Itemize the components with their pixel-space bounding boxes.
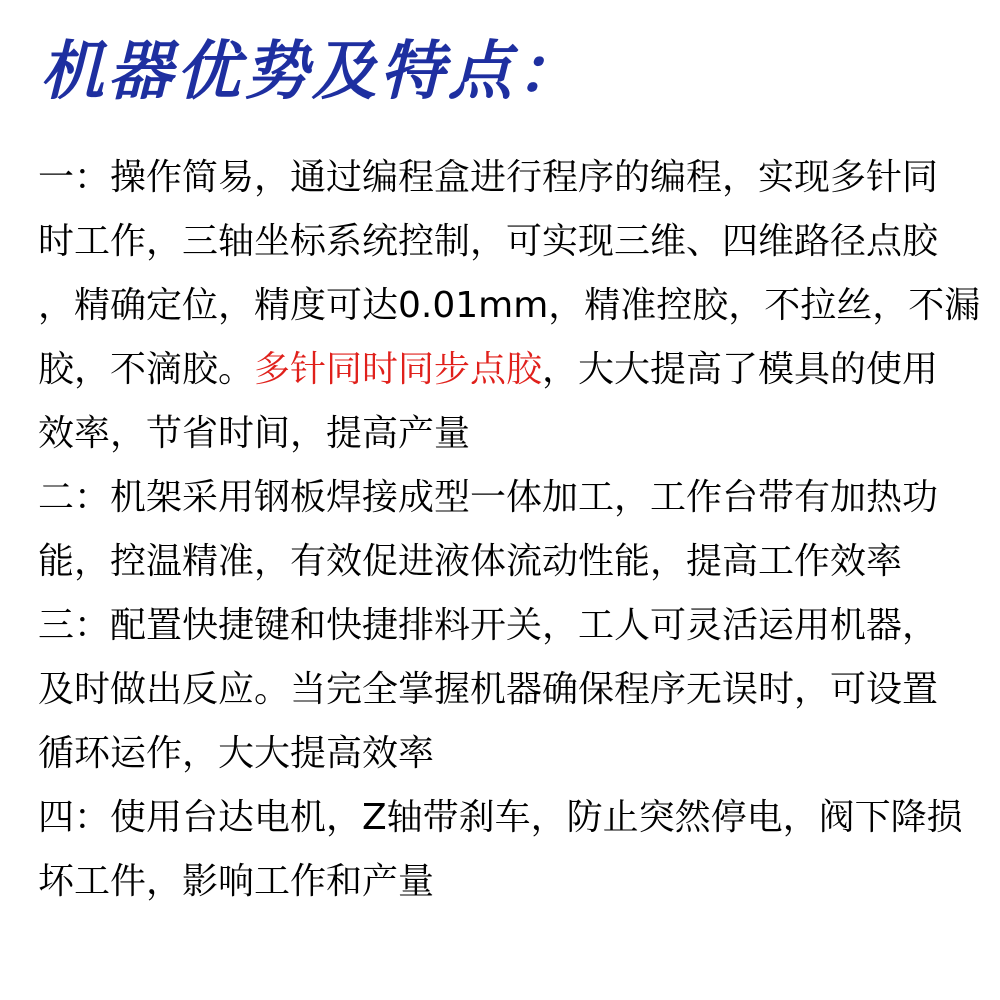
feature-line: 四：使用台达电机，Z轴带刹车，防止突然停电，阀下降损	[38, 797, 963, 838]
feature-line: 循环运作，大大提高效率	[38, 733, 435, 774]
feature-line: 能，控温精准，有效促进液体流动性能，提高工作效率	[38, 541, 903, 582]
feature-line: 时工作，三轴坐标系统控制，可实现三维、四维路径点胶	[38, 221, 939, 262]
feature-line: 及时做出反应。当完全掌握机器确保程序无误时，可设置	[38, 669, 939, 710]
feature-text: 胶，不滴胶。	[38, 349, 255, 390]
feature-line: 效率，节省时间，提高产量	[38, 413, 471, 454]
feature-line: 坏工件，影响工作和产量	[38, 861, 435, 902]
feature-line: 一：操作简易，通过编程盒进行程序的编程，实现多针同	[38, 157, 939, 198]
highlight-text: 多针同时同步点胶	[254, 349, 543, 390]
feature-line: 三：配置快捷键和快捷排料开关，工人可灵活运用机器，	[38, 605, 939, 646]
feature-line: ，精确定位，精度可达0.01mm，精准控胶，不拉丝，不漏	[38, 285, 981, 326]
feature-text: ，大大提高了模具的使用	[542, 349, 939, 390]
feature-line-highlight	[38, 338, 978, 402]
feature-list	[38, 146, 981, 914]
feature-line: 二：机架采用钢板焊接成型一体加工，工作台带有加热功	[38, 477, 939, 518]
page-title: 机器优势及特点：	[40, 34, 584, 109]
